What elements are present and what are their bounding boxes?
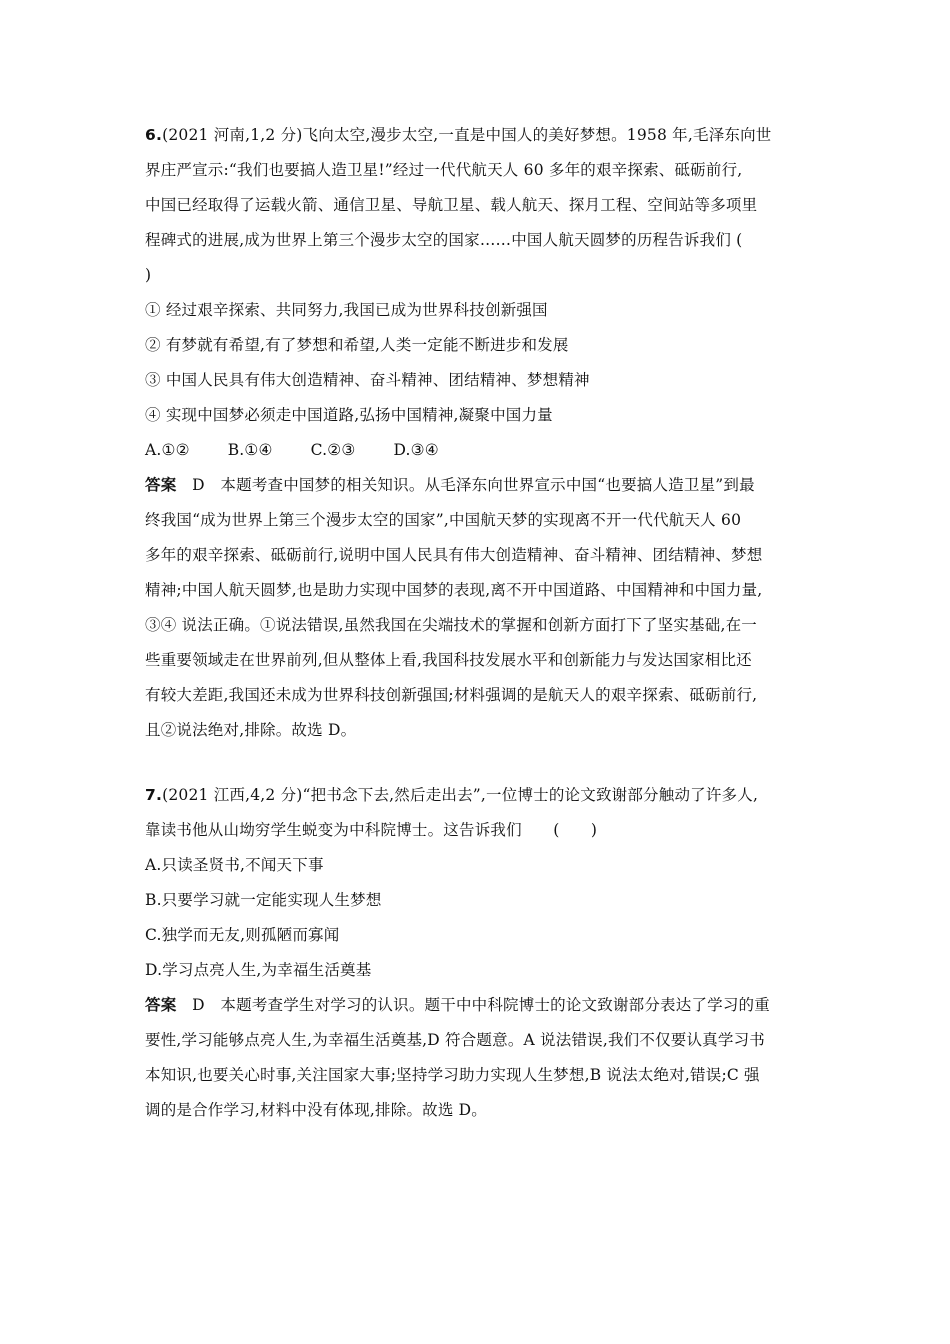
question-7-option-a: A.只读圣贤书,不闻天下事	[145, 856, 324, 874]
question-6-option-d: D.③④	[393, 441, 439, 459]
question-6-answer-label: 答案	[145, 476, 177, 494]
question-6-answer-text: D 本题考查中国梦的相关知识。从毛泽东向世界宣示中国“也要搞人造卫星”到最	[192, 476, 755, 494]
question-6-stem-line: 界庄严宣示:“我们也要搞人造卫星!”经过一代代航天人 60 多年的艰辛探索、砥砺前行,	[145, 161, 743, 179]
question-6-statement: ① 经过艰辛探索、共同努力,我国已成为世界科技创新强国	[145, 301, 548, 319]
question-6-answer-line	[145, 468, 810, 503]
question-6-answer-line: 精神;中国人航天圆梦,也是助力实现中国梦的表现,离不开中国道路、中国精神和中国力量,	[145, 581, 763, 599]
question-7-option-b: B.只要学习就一定能实现人生梦想	[145, 891, 382, 909]
question-7-answer-line	[145, 988, 810, 1023]
question-6-answer-line: 且②说法绝对,排除。故选 D。	[145, 721, 357, 739]
question-7-option-d: D.学习点亮人生,为幸福生活奠基	[145, 961, 372, 979]
question-6-answer-line: 多年的艰辛探索、砥砺前行,说明中国人民具有伟大创造精神、奋斗精神、团结精神、梦想	[145, 546, 763, 564]
question-6-stem-line: 中国已经取得了运载火箭、通信卫星、导航卫星、载人航天、探月工程、空间站等多项里	[145, 196, 758, 214]
question-6-stem-line	[145, 118, 810, 153]
question-7	[145, 778, 810, 1128]
question-spacer	[145, 748, 810, 778]
question-6	[145, 118, 810, 748]
question-7-option-c: C.独学而无友,则孤陋而寡闻	[145, 926, 340, 944]
question-7-answer-line: 本知识,也要关心时事,关注国家大事;坚持学习助力实现人生梦想,B 说法太绝对,错误;C 强	[145, 1066, 760, 1084]
question-7-number: 7.	[145, 786, 163, 804]
question-6-stem-line: 程碑式的进展,成为世界上第三个漫步太空的国家……中国人航天圆梦的历程告诉我们 (	[145, 231, 743, 249]
document-page	[145, 118, 810, 1128]
question-6-option-b: B.①④	[227, 441, 273, 459]
question-6-answer-line: ③④ 说法正确。①说法错误,虽然我国在尖端技术的掌握和创新方面打下了坚实基础,在一	[145, 616, 757, 634]
question-7-answer-line: 要性,学习能够点亮人生,为幸福生活奠基,D 符合题意。A 说法错误,我们不仅要认真学习书	[145, 1031, 765, 1049]
question-6-options	[145, 433, 810, 468]
question-6-answer-line: 有较大差距,我国还未成为世界科技创新强国;材料强调的是航天人的艰辛探索、砥砺前行,	[145, 686, 758, 704]
question-6-answer-line: 终我国“成为世界上第三个漫步太空的国家”,中国航天梦的实现离不开一代代航天人 60	[145, 511, 742, 529]
question-6-answer-line: 些重要领域走在世界前列,但从整体上看,我国科技发展水平和创新能力与发达国家相比还	[145, 651, 752, 669]
question-7-stem-text: (2021 江西,4,2 分)“把书念下去,然后走出去”,一位博士的论文致谢部分触动了许多人,	[162, 786, 759, 804]
question-6-stem-line: )	[145, 266, 152, 284]
question-7-stem-line	[145, 778, 810, 813]
question-6-statement: ② 有梦就有希望,有了梦想和希望,人类一定能不断进步和发展	[145, 336, 569, 354]
question-6-option-c: C.②③	[310, 441, 356, 459]
question-6-statement: ③ 中国人民具有伟大创造精神、奋斗精神、团结精神、梦想精神	[145, 371, 590, 389]
question-6-option-a: A.①②	[145, 441, 190, 459]
question-7-stem-line: 靠读书他从山坳穷学生蜕变为中科院博士。这告诉我们 ( )	[145, 821, 598, 839]
question-6-number: 6.	[145, 126, 163, 144]
question-7-answer-text: D 本题考查学生对学习的认识。题干中中科院博士的论文致谢部分表达了学习的重	[192, 996, 770, 1014]
question-7-answer-line: 调的是合作学习,材料中没有体现,排除。故选 D。	[145, 1101, 488, 1119]
question-7-answer-label: 答案	[145, 996, 177, 1014]
question-6-statement: ④ 实现中国梦必须走中国道路,弘扬中国精神,凝聚中国力量	[145, 406, 553, 424]
question-6-stem-text: (2021 河南,1,2 分)飞向太空,漫步太空,一直是中国人的美好梦想。1958 年,毛泽东向世	[162, 126, 772, 144]
